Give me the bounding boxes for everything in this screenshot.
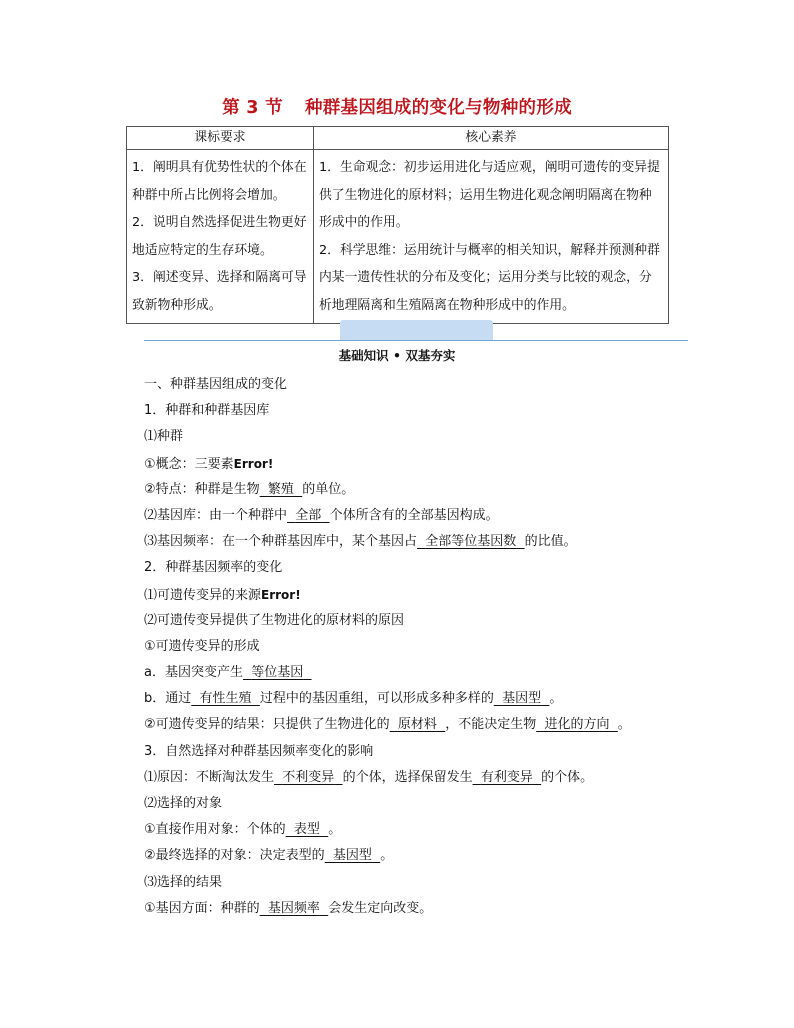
fill-blank: 表型 xyxy=(293,822,320,838)
section-tab-decoration xyxy=(340,320,493,340)
heading-2: 1．种群和种群基因库 xyxy=(144,403,270,419)
fill-blank: 基因型 xyxy=(332,848,372,864)
heading-2: 2．种群基因频率的变化 xyxy=(144,560,283,576)
section-divider xyxy=(144,340,688,341)
text: 的个体，选择保留发生 xyxy=(342,769,473,785)
content-body xyxy=(144,372,704,922)
text: 的单位。 xyxy=(302,481,355,497)
heading-2: 3．自然选择对种群基因频率变化的影响 xyxy=(144,743,374,759)
text: ①基因方面：种群的 xyxy=(144,900,260,916)
heading-1: 一、种群基因组成的变化 xyxy=(144,377,288,392)
text: 个体所含有的全部基因构成。 xyxy=(329,507,499,523)
fill-blank: 原材料 xyxy=(397,717,437,733)
text: 的个体。 xyxy=(541,769,594,785)
text: 。 xyxy=(549,691,563,707)
curriculum-item: 2．说明自然选择促进生物更好地适应特定的生存环境。 xyxy=(132,215,307,258)
section-heading: 基础知识 • 双基夯实 xyxy=(338,348,456,363)
literacy-item: 2．科学思维：运用统计与概率的相关知识，解释并预测种群内某一遗传性状的分布及变化；运用分类与比较的观念，分析地理隔离和生殖隔离在物种形成中的作用。 xyxy=(319,242,660,313)
requirements-table xyxy=(126,126,669,324)
list-item xyxy=(144,896,704,922)
text: ⑵基因库：由一个种群中 xyxy=(144,507,288,523)
fill-blank: 等位基因 xyxy=(251,665,304,681)
error-text: Error! xyxy=(233,456,274,471)
literacy-cell xyxy=(314,150,669,324)
error-text: Error! xyxy=(261,587,301,602)
list-item xyxy=(144,529,704,555)
list-item: ①可遗传变异的形成 xyxy=(144,638,260,654)
list-item xyxy=(144,765,704,791)
literacy-item: 1．生命观念：初步运用进化与适应观，阐明可遗传的变异提供了生物进化的原材料；运用生物进化观念阐明隔离在物种形成中的作用。 xyxy=(319,160,660,230)
fill-blank: 繁殖 xyxy=(267,481,294,497)
text: 会发生定向改变。 xyxy=(328,900,433,916)
text: 。 xyxy=(380,848,394,864)
text: ，不能决定生物 xyxy=(445,717,537,733)
section-number: 第 3 节 xyxy=(222,98,283,118)
fill-blank: 进化的方向 xyxy=(544,717,610,733)
curriculum-cell xyxy=(127,150,314,324)
fill-blank: 不利变异 xyxy=(282,769,335,785)
fill-blank: 基因型 xyxy=(502,691,542,707)
list-item xyxy=(144,686,704,712)
section-title: 种群基因组成的变化与物种的形成 xyxy=(304,98,572,118)
list-item xyxy=(144,843,704,869)
text: ②特点：种群是生物 xyxy=(144,481,260,497)
list-item xyxy=(144,503,704,529)
header-curriculum: 课标要求 xyxy=(127,127,314,150)
text: a．基因突变产生 xyxy=(144,665,243,681)
fill-blank: 全部等位基因数 xyxy=(425,534,517,550)
list-item xyxy=(144,660,704,686)
text: ①直接作用对象：个体的 xyxy=(144,822,286,838)
text: b．通过 xyxy=(144,691,192,707)
text: ②可遗传变异的结果：只提供了生物进化的 xyxy=(144,717,390,733)
subheading: ⑵可遗传变异提供了生物进化的原材料的原因 xyxy=(144,612,405,628)
text: 。 xyxy=(617,717,631,733)
subheading: ⑵选择的对象 xyxy=(144,796,223,811)
fill-blank: 基因频率 xyxy=(267,900,320,916)
fill-blank: 有性生殖 xyxy=(199,691,252,707)
subheading: ⑴种群 xyxy=(144,429,184,445)
text: ⑴原因：不断淘汰发生 xyxy=(144,769,275,785)
curriculum-item: 3．阐述变异、选择和隔离可导致新物种形成。 xyxy=(132,270,307,313)
list-item xyxy=(144,582,704,608)
fill-blank: 全部 xyxy=(295,507,322,523)
text: 。 xyxy=(328,822,342,838)
fill-blank: 有利变异 xyxy=(480,769,533,785)
text: 的比值。 xyxy=(524,534,577,550)
text: ①概念：三要素 xyxy=(144,456,234,472)
text: ②最终选择的对象：决定表型的 xyxy=(144,848,325,864)
list-item xyxy=(144,477,704,503)
page-title xyxy=(0,94,794,119)
text: ⑴可遗传变异的来源 xyxy=(144,587,262,603)
text: ⑶基因频率：在一个种群基因库中，某个基因占 xyxy=(144,534,418,550)
curriculum-item: 1．阐明具有优势性状的个体在种群中所占比例将会增加。 xyxy=(132,160,307,203)
list-item xyxy=(144,451,704,477)
text: 过程中的基因重组，可以形成多种多样的 xyxy=(259,691,494,707)
list-item xyxy=(144,817,704,843)
subheading: ⑶选择的结果 xyxy=(144,874,223,890)
list-item xyxy=(144,712,704,738)
header-core-literacy: 核心素养 xyxy=(314,127,669,150)
